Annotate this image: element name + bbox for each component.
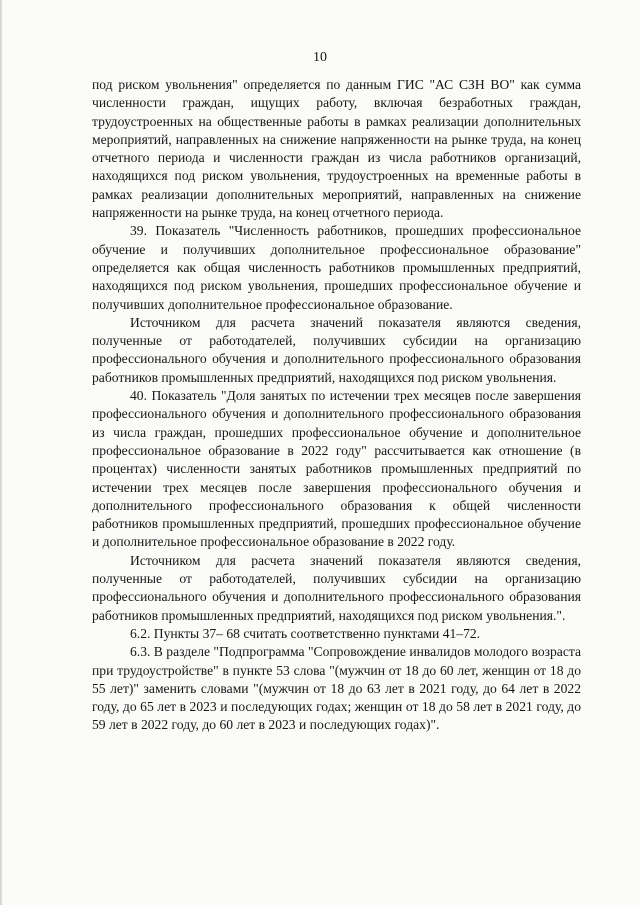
page-number: 10 [313, 50, 327, 65]
document-body [92, 76, 581, 735]
scan-edge-shadow [0, 0, 3, 905]
paragraph-6-2: 6.2. Пункты 37– 68 считать соответственно пунктами 41–72. [130, 625, 481, 641]
paragraph-item-40: 40. Показатель "Доля занятых по истечении трех месяцев после завершения профессионального обучения и дополнительного профессионального образования из числа граждан, прошедших профессиональное обучение и дополнительное профессиональное образование в 2022 году" рассчитывается как отношение (в процентах) численности занятых работников промышленных предприятий по истечении трех месяцев после завершения профессионального обучения и дополнительного профессионального образования к общей численности работников промышленных предприятий, прошедших профессиональное обучение и дополнительное профессиональное образование в 2022 году. [92, 388, 581, 550]
paragraph-1: под риском увольнения" определяется по данным ГИС "АС СЗН ВО" как сумма численности граждан, ищущих работу, включая безработных граждан, трудоустроенных на общественные работы в рамках реализации дополнительных мероприятий, направленных на снижение напряженности на рынке труда, на конец отчетного периода и численности граждан из числа работников организаций, находящихся под риском увольнения, трудоустроенных на временные работы в рамках реализации дополнительных мероприятий, направленных на снижение напряженности на рынке труда, на конец отчетного периода. [92, 77, 581, 221]
paragraph-6-3: 6.3. В разделе "Подпрограмма "Сопровождение инвалидов молодого возраста при трудоустройстве" в пункте 53 слова "(мужчин от 18 до 60 лет, женщин от 18 до 55 лет)" заменить словами "(мужчин от 18 до 63 лет в 2021 году, до 64 лет в 2022 году, до 65 лет в 2023 и последующих годах; женщин от 18 до 58 лет в 2021 году, до 59 лет в 2022 году, до 60 лет в 2023 и последующих годах)". [92, 644, 581, 733]
paragraph-source-40: Источником для расчета значений показателя являются сведения, полученные от работодателей, получивших субсидии на организацию профессионального обучения и дополнительного профессионального образования работников промышленных предприятий, находящихся под риском увольнения.". [92, 552, 581, 623]
paragraph-source-39: Источником для расчета значений показателя являются сведения, полученные от работодателей, получивших субсидии на организацию профессионального обучения и дополнительного профессионального образования работников промышленных предприятий, находящихся под риском увольнения. [92, 314, 581, 385]
paragraph-item-39: 39. Показатель "Численность работников, прошедших профессиональное обучение и получивших дополнительное профессиональное образование" определяется как общая численность работников промышленных предприятий, находящихся под риском увольнения, прошедших профессиональное обучение и получивших дополнительное профессиональное образование. [92, 223, 581, 312]
